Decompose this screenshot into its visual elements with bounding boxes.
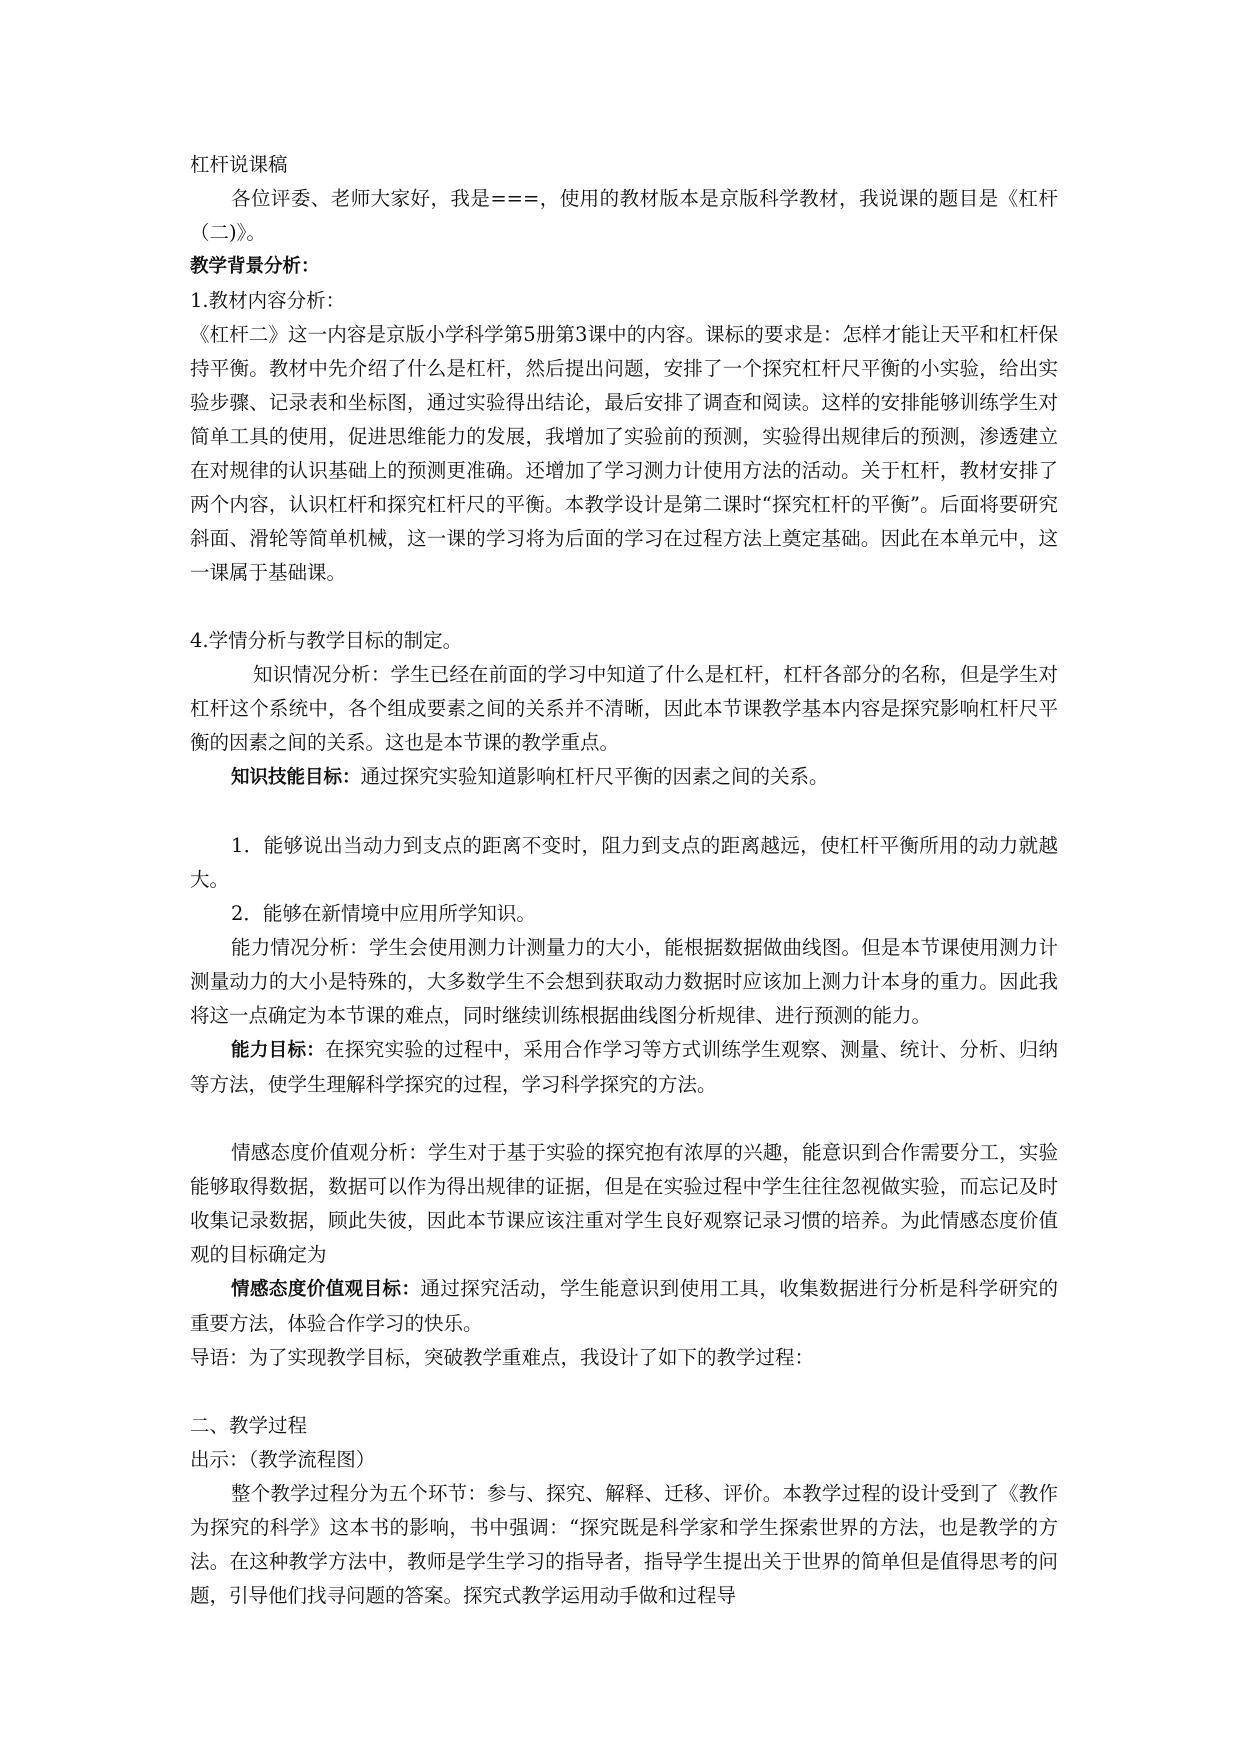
intro-paragraph: 各位评委、老师大家好，我是===，使用的教材版本是京版科学教材，我说课的题目是《杠杆（二)》。 bbox=[190, 187, 1058, 244]
spacer bbox=[190, 795, 1058, 829]
emotion-analysis-paragraph: 情感态度价值观分析：学生对于基于实验的探究抱有浓厚的兴趣，能意识到合作需要分工，实验能够取得数据，数据可以作为得出规律的证据，但是在实验过程中学生往往忽视做实验，而忘记及时收集记录数据，顾此失彼，因此本节课应该注重对学生良好观察记录习惯的培养。为此情感态度价值观的目标确定为 bbox=[190, 1141, 1058, 1266]
process-paragraph: 整个教学过程分为五个环节：参与、探究、解释、迁移、评价。本教学过程的设计受到了《教作为探究的科学》这本书的影响，书中强调：“探究既是科学家和学生探索世界的方法，也是教学的方法。在这种教学方法中，教师是学生学习的指导者，指导学生提出关于世界的简单但是值得思考的问题，引导他们找寻问题的答案。探究式教学运用动手做和过程导 bbox=[190, 1482, 1058, 1607]
doc-title: 杠杆说课稿 bbox=[190, 153, 288, 176]
knowledge-goal-label: 知识技能目标： bbox=[231, 767, 361, 788]
ability-analysis-paragraph: 能力情况分析：学生会使用测力计测量力的大小，能根据数据做曲线图。但是本节课使用测力计测量动力的大小是特殊的，大多数学生不会想到获取动力数据时应该加上测力计本身的重力。因此我将这一点确定为本节课的难点，同时继续训练根据曲线图分析规律、进行预测的能力。 bbox=[190, 936, 1058, 1027]
document-page bbox=[190, 148, 1058, 1613]
spacer bbox=[190, 1375, 1058, 1409]
flowchart-note: 出示：（教学流程图） bbox=[190, 1448, 376, 1471]
section-heading-process: 二、教学过程 bbox=[190, 1414, 308, 1437]
subheading-material: 1.教材内容分析： bbox=[190, 289, 346, 312]
spacer bbox=[190, 590, 1058, 624]
lead-in-paragraph: 导语：为了实现教学目标，突破教学重难点，我设计了如下的教学过程： bbox=[190, 1346, 815, 1369]
spacer bbox=[190, 1102, 1058, 1136]
knowledge-goal-paragraph bbox=[190, 760, 1058, 795]
goal-item-2: 2．能够在新情境中应用所学知识。 bbox=[231, 902, 536, 925]
emotion-goal-text: 通过探究活动，学生能意识到使用工具，收集数据进行分析是科学研究的重要方法，体验合作学习的快乐。 bbox=[190, 1277, 1058, 1335]
goal-item-1: 1．能够说出当动力到支点的距离不变时，阻力到支点的距离越远，使杠杆平衡所用的动力就越大。 bbox=[190, 834, 1058, 891]
ability-goal-label: 能力目标： bbox=[231, 1040, 326, 1061]
material-paragraph: 《杠杆二》这一内容是京版小学科学第5册第3课中的内容。课标的要求是：怎样才能让天平和杠杆保持平衡。教材中先介绍了什么是杠杆，然后提出问题，安排了一个探究杠杆尺平衡的小实验，给出实验步骤、记录表和坐标图，通过实验得出结论，最后安排了调查和阅读。这样的安排能够训练学生对简单工具的使用，促进思维能力的发展，我增加了实验前的预测，实验得出规律后的预测，渗透建立在对规律的认识基础上的预测更准确。还增加了学习测力计使用方法的活动。关于杠杆，教材安排了两个内容，认识杠杆和探究杠杆尺的平衡。本教学设计是第二课时“探究杠杆的平衡”。后面将要研究斜面、滑轮等简单机械，这一课的学习将为后面的学习在过程方法上奠定基础。因此在本单元中，这一课属于基础课。 bbox=[190, 323, 1058, 584]
subheading-students: 4.学情分析与教学目标的制定。 bbox=[190, 629, 463, 652]
emotion-goal-paragraph bbox=[190, 1272, 1058, 1341]
section-heading-background: 教学背景分析： bbox=[190, 256, 320, 277]
ability-goal-text: 在探究实验的过程中，采用合作学习等方式训练学生观察、测量、统计、分析、归纳等方法，使学生理解科学探究的过程，学习科学探究的方法。 bbox=[190, 1038, 1058, 1096]
emotion-goal-label: 情感态度价值观目标： bbox=[231, 1279, 421, 1300]
knowledge-goal-text: 通过探究实验知道影响杠杆尺平衡的因素之间的关系。 bbox=[360, 765, 829, 788]
ability-goal-paragraph bbox=[190, 1033, 1058, 1102]
knowledge-analysis-paragraph: 知识情况分析：学生已经在前面的学习中知道了什么是杠杆，杠杆各部分的名称，但是学生对杠杆这个系统中，各个组成要素之间的关系并不清晰，因此本节课教学基本内容是探究影响杠杆尺平衡的因素之间的关系。这也是本节课的教学重点。 bbox=[190, 663, 1058, 754]
